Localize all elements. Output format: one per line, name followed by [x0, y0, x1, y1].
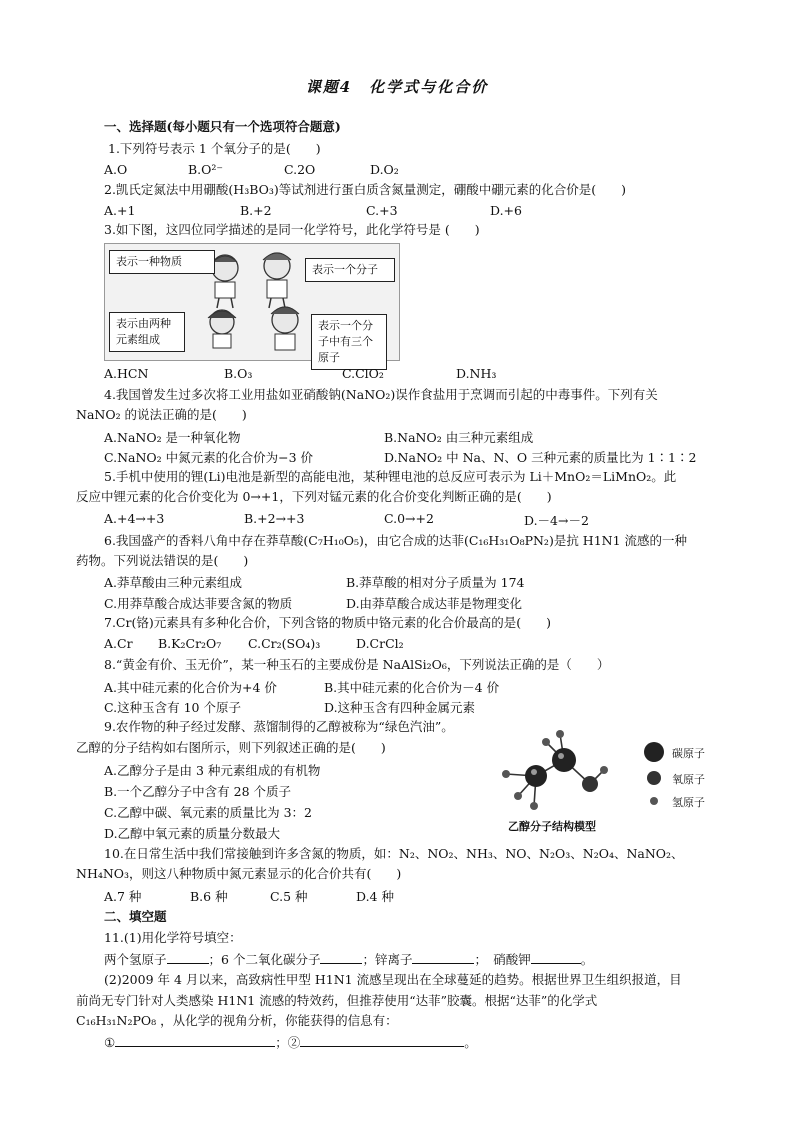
answer-marker-2: ；②	[275, 1035, 301, 1050]
page-title: 课题4 化学式与化合价	[305, 78, 489, 96]
q8-option-c: C.这种玉含有 10 个原子	[104, 700, 241, 715]
student-4-figure	[271, 307, 299, 350]
answer-blank-info-1[interactable]	[115, 1033, 275, 1047]
bubble-one-molecule: 表示一个分子	[305, 258, 395, 282]
q11-fill-label-2: ；6 个二氧化碳分子	[208, 952, 321, 967]
legend-oxygen-marker	[647, 771, 661, 785]
q7-option-d: D.CrCl₂	[356, 636, 404, 651]
q10-option-b: B.6 种	[190, 889, 228, 904]
q7-option-a: A.Cr	[104, 636, 133, 651]
q9-option-d: D.乙醇中氧元素的质量分数最大	[104, 826, 281, 841]
answer-blank-co2[interactable]	[320, 950, 362, 964]
bubble-one-substance: 表示一种物质	[109, 250, 215, 274]
answer-blank-potassium-nitrate[interactable]	[531, 950, 581, 964]
section-choice-heading: 一、选择题(每小题只有一个选项符合题意)	[104, 119, 341, 134]
oxygen-atom	[582, 776, 598, 792]
ethanol-model-figure	[494, 726, 720, 838]
bubble-three-atoms: 表示一个分子中有三个原子	[311, 314, 387, 370]
q1-option-c: C.2O	[284, 162, 316, 177]
q3-option-a: A.HCN	[104, 366, 149, 381]
answer-blank-hydrogen[interactable]	[167, 950, 209, 964]
q11-fill-row	[104, 950, 593, 969]
ethanol-model-caption: 乙醇分子结构模型	[508, 820, 596, 833]
section-fill-heading: 二、填空题	[104, 909, 167, 924]
q11-fill-label-3: ；锌离子	[362, 952, 413, 967]
q1-option-b: B.O²⁻	[188, 162, 224, 177]
legend-hydrogen-marker	[650, 797, 658, 805]
q4-option-b: B.NaNO₂ 由三种元素组成	[384, 430, 534, 445]
question-9-line-2: 乙醇的分子结构如右图所示，则下列叙述正确的是( )	[76, 740, 386, 755]
question-3: 3.如下图，这四位同学描述的是同一化学符号，此化学符号是 ( )	[104, 222, 480, 237]
q11-part2-line-2: 前尚无专门针对人类感染 H1N1 流感的特效药，但推荐使用“达菲”胶囊。根据“达菲”的化学式	[76, 993, 598, 1008]
q4-option-a: A.NaNO₂ 是一种氧化物	[104, 430, 241, 445]
question-4-line-1: 4.我国曾发生过多次将工业用盐如亚硝酸钠(NaNO₂)误作食盐用于烹调而引起的中毒事件。下列有关	[104, 387, 658, 402]
question-9-line-1: 9.农作物的种子经过发酵、蒸馏制得的乙醇被称为“绿色汽油”。	[104, 719, 454, 734]
q11-part2-line-3: C₁₆H₃₁N₂PO₈ ，从化学的视角分析，你能获得的信息有：	[76, 1013, 398, 1028]
q4-option-d: D.NaNO₂ 中 Na、N、O 三种元素的质量比为 1∶1∶2	[384, 450, 697, 465]
answer-marker-1: ①	[104, 1035, 116, 1050]
question-11: 11.(1)用化学符号填空：	[104, 930, 242, 945]
q8-option-b: B.其中硅元素的化合价为－4 价	[324, 680, 500, 695]
q5-option-c: C.0→+2	[384, 511, 434, 526]
question-1: 1.下列符号表示 1 个氧分子的是( )	[108, 141, 321, 156]
question-6-line-2: 药物。下列说法错误的是( )	[76, 553, 249, 568]
q10-option-a: A.7 种	[104, 889, 142, 904]
question-4-line-2: NaNO₂ 的说法正确的是( )	[76, 407, 247, 422]
student-1-figure	[212, 255, 238, 308]
q7-option-c: C.Cr₂(SO₄)₃	[248, 636, 321, 651]
q2-option-b: B.+2	[240, 203, 272, 218]
legend-carbon-label: 碳原子	[672, 747, 705, 760]
q11-fill-label-1: 两个氢原子	[104, 952, 167, 967]
q2-option-d: D.+6	[490, 203, 522, 218]
q8-option-d: D.这种玉含有四种金属元素	[324, 700, 476, 715]
q2-option-a: A.+1	[104, 203, 136, 218]
q9-option-c: C.乙醇中碳、氧元素的质量比为 3：2	[104, 805, 312, 820]
answer-blank-zinc-ion[interactable]	[412, 950, 474, 964]
q11-fill-label-4: ； 硝酸钾	[474, 952, 531, 967]
q4-option-c: C.NaNO₂ 中氮元素的化合价为−3 价	[104, 450, 314, 465]
q6-option-d: D.由莽草酸合成达菲是物理变化	[346, 596, 523, 611]
question-8: 8.“黄金有价、玉无价”，某一种玉石的主要成份是 NaAlSi₂O₆，下列说法正确的是（ ）	[104, 657, 610, 672]
question-2: 2.凯氏定氮法中用硼酸(H₃BO₃)等试剂进行蛋白质含氮量测定，硼酸中硼元素的化合价是( )	[104, 182, 627, 197]
q5-option-d: D.－4→－2	[524, 513, 589, 528]
student-2-figure	[263, 253, 291, 308]
question-6-line-1: 6.我国盛产的香料八角中存在莽草酸(C₇H₁₀O₅)，由它合成的达菲(C₁₆H₃₁O₈PN₂)是抗 H1N1 流感的一种	[104, 533, 688, 548]
answer-end: 。	[464, 1035, 477, 1050]
q11-part2-line-1: (2)2009 年 4 月以来，高致病性甲型 H1N1 流感呈现出在全球蔓延的趋势。根据世界卫生组织报道，目	[104, 972, 682, 987]
q3-illustration	[104, 243, 400, 364]
q11-fill-end: 。	[580, 952, 594, 967]
q9-option-b: B.一个乙醇分子中含有 28 个质子	[104, 784, 292, 799]
q3-option-d: D.NH₃	[456, 366, 497, 381]
q3-option-c: C.ClO₂	[342, 366, 384, 381]
question-5-line-2: 反应中锂元素的化合价变化为 0→+1，下列对锰元素的化合价变化判断正确的是( )	[76, 489, 552, 504]
q1-option-d: D.O₂	[370, 162, 399, 177]
student-3-figure	[208, 310, 236, 348]
carbon-atom-2	[552, 748, 576, 772]
q1-option-a: A.O	[104, 162, 128, 177]
q6-option-a: A.莽草酸由三种元素组成	[104, 575, 243, 590]
q6-option-b: B.莽草酸的相对分子质量为 174	[346, 575, 525, 590]
q6-option-c: C.用莽草酸合成达菲要含氮的物质	[104, 596, 293, 611]
q5-option-a: A.+4→+3	[104, 511, 165, 526]
answer-blank-info-2[interactable]	[300, 1033, 464, 1047]
legend-hydrogen-label: 氢原子	[672, 796, 705, 809]
question-7: 7.Cr(铬)元素具有多种化合价，下列含铬的物质中铬元素的化合价最高的是( )	[104, 615, 551, 630]
q2-option-c: C.+3	[366, 203, 398, 218]
q7-option-b: B.K₂Cr₂O₇	[158, 636, 222, 651]
bubble-two-elements: 表示由两种元素组成	[109, 312, 185, 352]
q10-option-d: D.4 种	[356, 889, 394, 904]
q8-option-a: A.其中硅元素的化合价为+4 价	[104, 680, 277, 695]
q3-option-b: B.O₃	[224, 366, 253, 381]
question-10-line-2: NH₄NO₃，则这八种物质中氮元素显示的化合价共有( )	[76, 866, 402, 881]
question-5-line-1: 5.手机中使用的锂(Li)电池是新型的高能电池，某种锂电池的总反应可表示为 Li＋MnO₂＝LiMnO₂。此	[104, 469, 677, 484]
q11-answer-row	[104, 1033, 477, 1052]
q9-option-a: A.乙醇分子是由 3 种元素组成的有机物	[104, 763, 321, 778]
q10-option-c: C.5 种	[270, 889, 308, 904]
legend-carbon-marker	[644, 742, 664, 762]
question-10-line-1: 10.在日常生活中我们常接触到许多含氮的物质，如：N₂、NO₂、NH₃、NO、N₂O₃、N₂O₄、NaNO₂、	[104, 846, 684, 861]
q5-option-b: B.+2→+3	[244, 511, 305, 526]
carbon-atom-1	[525, 765, 547, 787]
legend-oxygen-label: 氧原子	[672, 773, 705, 786]
